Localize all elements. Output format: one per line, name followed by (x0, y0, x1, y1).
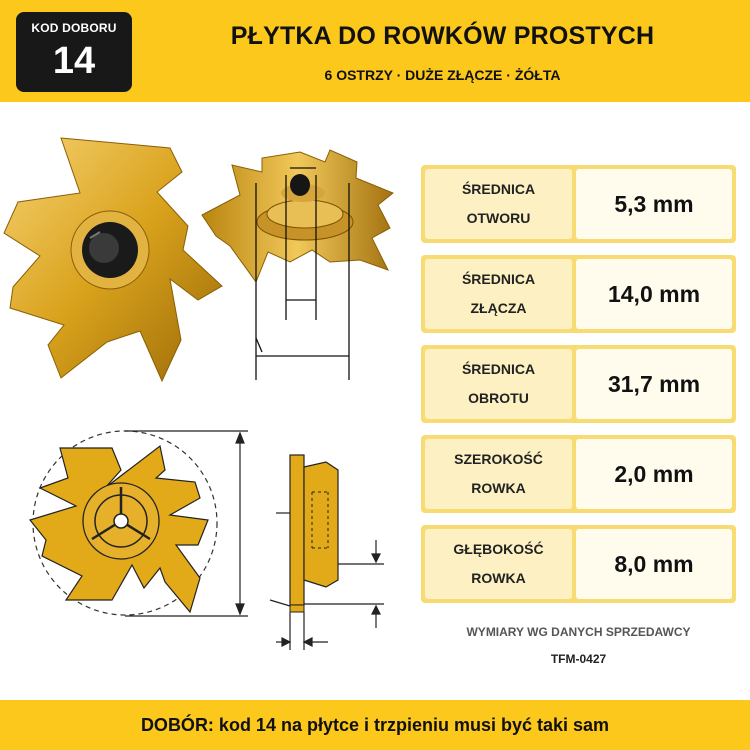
insert-drawing-front (30, 431, 248, 616)
spec-label-line2: OBROTU (468, 390, 529, 406)
footer-text: DOBÓR: kod 14 na płytce i trzpieniu musi być taki sam (140, 714, 610, 735)
spec-value: 5,3 mm (576, 169, 732, 239)
spec-label-line2: OTWORU (466, 210, 531, 226)
spec-label-line2: ROWKA (471, 480, 526, 496)
spec-label-line1: ŚREDNICA (461, 361, 536, 377)
spec-row-connector-diameter (421, 255, 736, 333)
spec-value: 31,7 mm (576, 349, 732, 419)
spec-value: 8,0 mm (576, 529, 732, 599)
spec-row-bore-diameter (421, 165, 736, 243)
spec-label-line1: SZEROKOŚĆ (454, 451, 543, 467)
insert-illustrations (0, 110, 420, 710)
spec-label (425, 529, 572, 599)
page-title: PŁYTKA DO ROWKÓW PROSTYCH (230, 22, 655, 50)
code-number: 14 (52, 40, 96, 82)
spec-label-line1: ŚREDNICA (461, 181, 536, 197)
header-banner (0, 0, 750, 102)
spec-row-groove-width (421, 435, 736, 513)
spec-row-rotation-diameter (421, 345, 736, 423)
spec-value: 14,0 mm (576, 259, 732, 329)
insert-photo-front (4, 138, 222, 381)
spec-label (425, 169, 572, 239)
code-label: KOD DOBORU (31, 21, 117, 35)
spec-value: 2,0 mm (576, 439, 732, 509)
spec-label-line2: ZŁĄCZA (470, 300, 527, 316)
spec-label (425, 259, 572, 329)
footer-banner (0, 700, 750, 750)
spec-label-line1: GŁĘBOKOŚĆ (453, 541, 544, 557)
page-subtitle: 6 OSTRZY · DUŻE ZŁĄCZE · ŻÓŁTA (324, 67, 561, 83)
spec-row-groove-depth (421, 525, 736, 603)
insert-photo-angled (202, 150, 393, 380)
spec-label (425, 439, 572, 509)
spec-label (425, 349, 572, 419)
code-badge (16, 12, 132, 92)
insert-drawing-side (270, 455, 384, 650)
spec-label-line2: ROWKA (471, 570, 526, 586)
source-note: WYMIARY WG DANYCH SPRZEDAWCY (466, 625, 691, 639)
spec-label-line1: ŚREDNICA (461, 271, 536, 287)
model-code: TFM-0427 (550, 652, 607, 666)
